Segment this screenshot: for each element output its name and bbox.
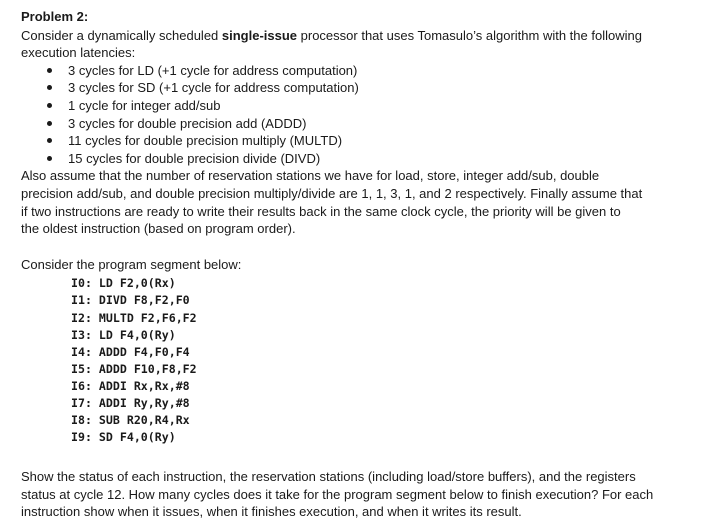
question-line: Show the status of each instruction, the reservation stations (including load/store buffers), and the registers (21, 469, 636, 485)
latency-text: 1 cycle for integer add/sub (68, 97, 221, 113)
latency-text: 3 cycles for LD (+1 cycle for address computation) (68, 62, 358, 78)
question-line: status at cycle 12. How many cycles does it take for the program segment below to finish execution? For each (21, 486, 654, 502)
program-code-block (71, 275, 701, 446)
bullet-icon (47, 85, 52, 90)
bullet-icon (47, 156, 52, 161)
assumption-line: Also assume that the number of reservation stations we have for load, store, integer add/sub, double (21, 168, 600, 184)
problem-document (21, 8, 701, 521)
question-line: instruction show when it issues, when it finishes execution, and when it writes its result. (21, 504, 522, 520)
latency-item (47, 62, 701, 80)
latency-text: 3 cycles for double precision add (ADDD) (68, 115, 307, 131)
code-line: I2: MULTD F2,F6,F2 (71, 310, 197, 325)
bullet-icon (47, 68, 52, 73)
code-line: I7: ADDI Ry,Ry,#8 (71, 395, 190, 410)
latency-text: 3 cycles for SD (+1 cycle for address computation) (68, 80, 359, 96)
assumption-line: precision add/sub, and double precision multiply/divide are 1, 1, 3, 1, and 2 respectively. Finally assume that (21, 185, 643, 201)
assumption-line: if two instructions are ready to write their results back in the same clock cycle, the priority will be given to (21, 203, 621, 219)
bullet-icon (47, 121, 52, 126)
latency-item (47, 150, 701, 168)
intro-text-pre: Consider a dynamically scheduled (21, 27, 222, 43)
latency-text: 11 cycles for double precision multiply (MULTD) (68, 133, 343, 149)
program-intro: Consider the program segment below: (21, 256, 242, 272)
problem-title: Problem 2: (21, 9, 89, 24)
assumption-line: the oldest instruction (based on program order). (21, 221, 296, 237)
latency-item (47, 79, 701, 97)
latency-item (47, 132, 701, 150)
intro-bold-term: single-issue (221, 27, 298, 43)
intro-line-2: execution latencies: (21, 45, 136, 61)
code-line: I6: ADDI Rx,Rx,#8 (71, 378, 190, 393)
bullet-icon (47, 103, 52, 108)
latency-item (47, 115, 701, 133)
assumption-paragraph (21, 167, 701, 237)
code-line: I3: LD F4,0(Ry) (71, 327, 176, 342)
intro-text-post: processor that uses Tomasulo’s algorithm with the following (297, 27, 642, 43)
question-paragraph (21, 468, 701, 521)
code-line: I4: ADDD F4,F0,F4 (71, 344, 190, 359)
code-line: I8: SUB R20,R4,Rx (71, 413, 190, 428)
latency-list (21, 62, 701, 168)
code-line: I5: ADDD F10,F8,F2 (71, 361, 197, 376)
bullet-icon (47, 138, 52, 143)
latency-item (47, 97, 701, 115)
latency-text: 15 cycles for double precision divide (DIVD) (68, 150, 321, 166)
intro-line-1 (21, 27, 701, 45)
code-line: I9: SD F4,0(Ry) (71, 430, 176, 445)
code-line: I0: LD F2,0(Rx) (71, 276, 176, 291)
code-line: I1: DIVD F8,F2,F0 (71, 293, 190, 308)
